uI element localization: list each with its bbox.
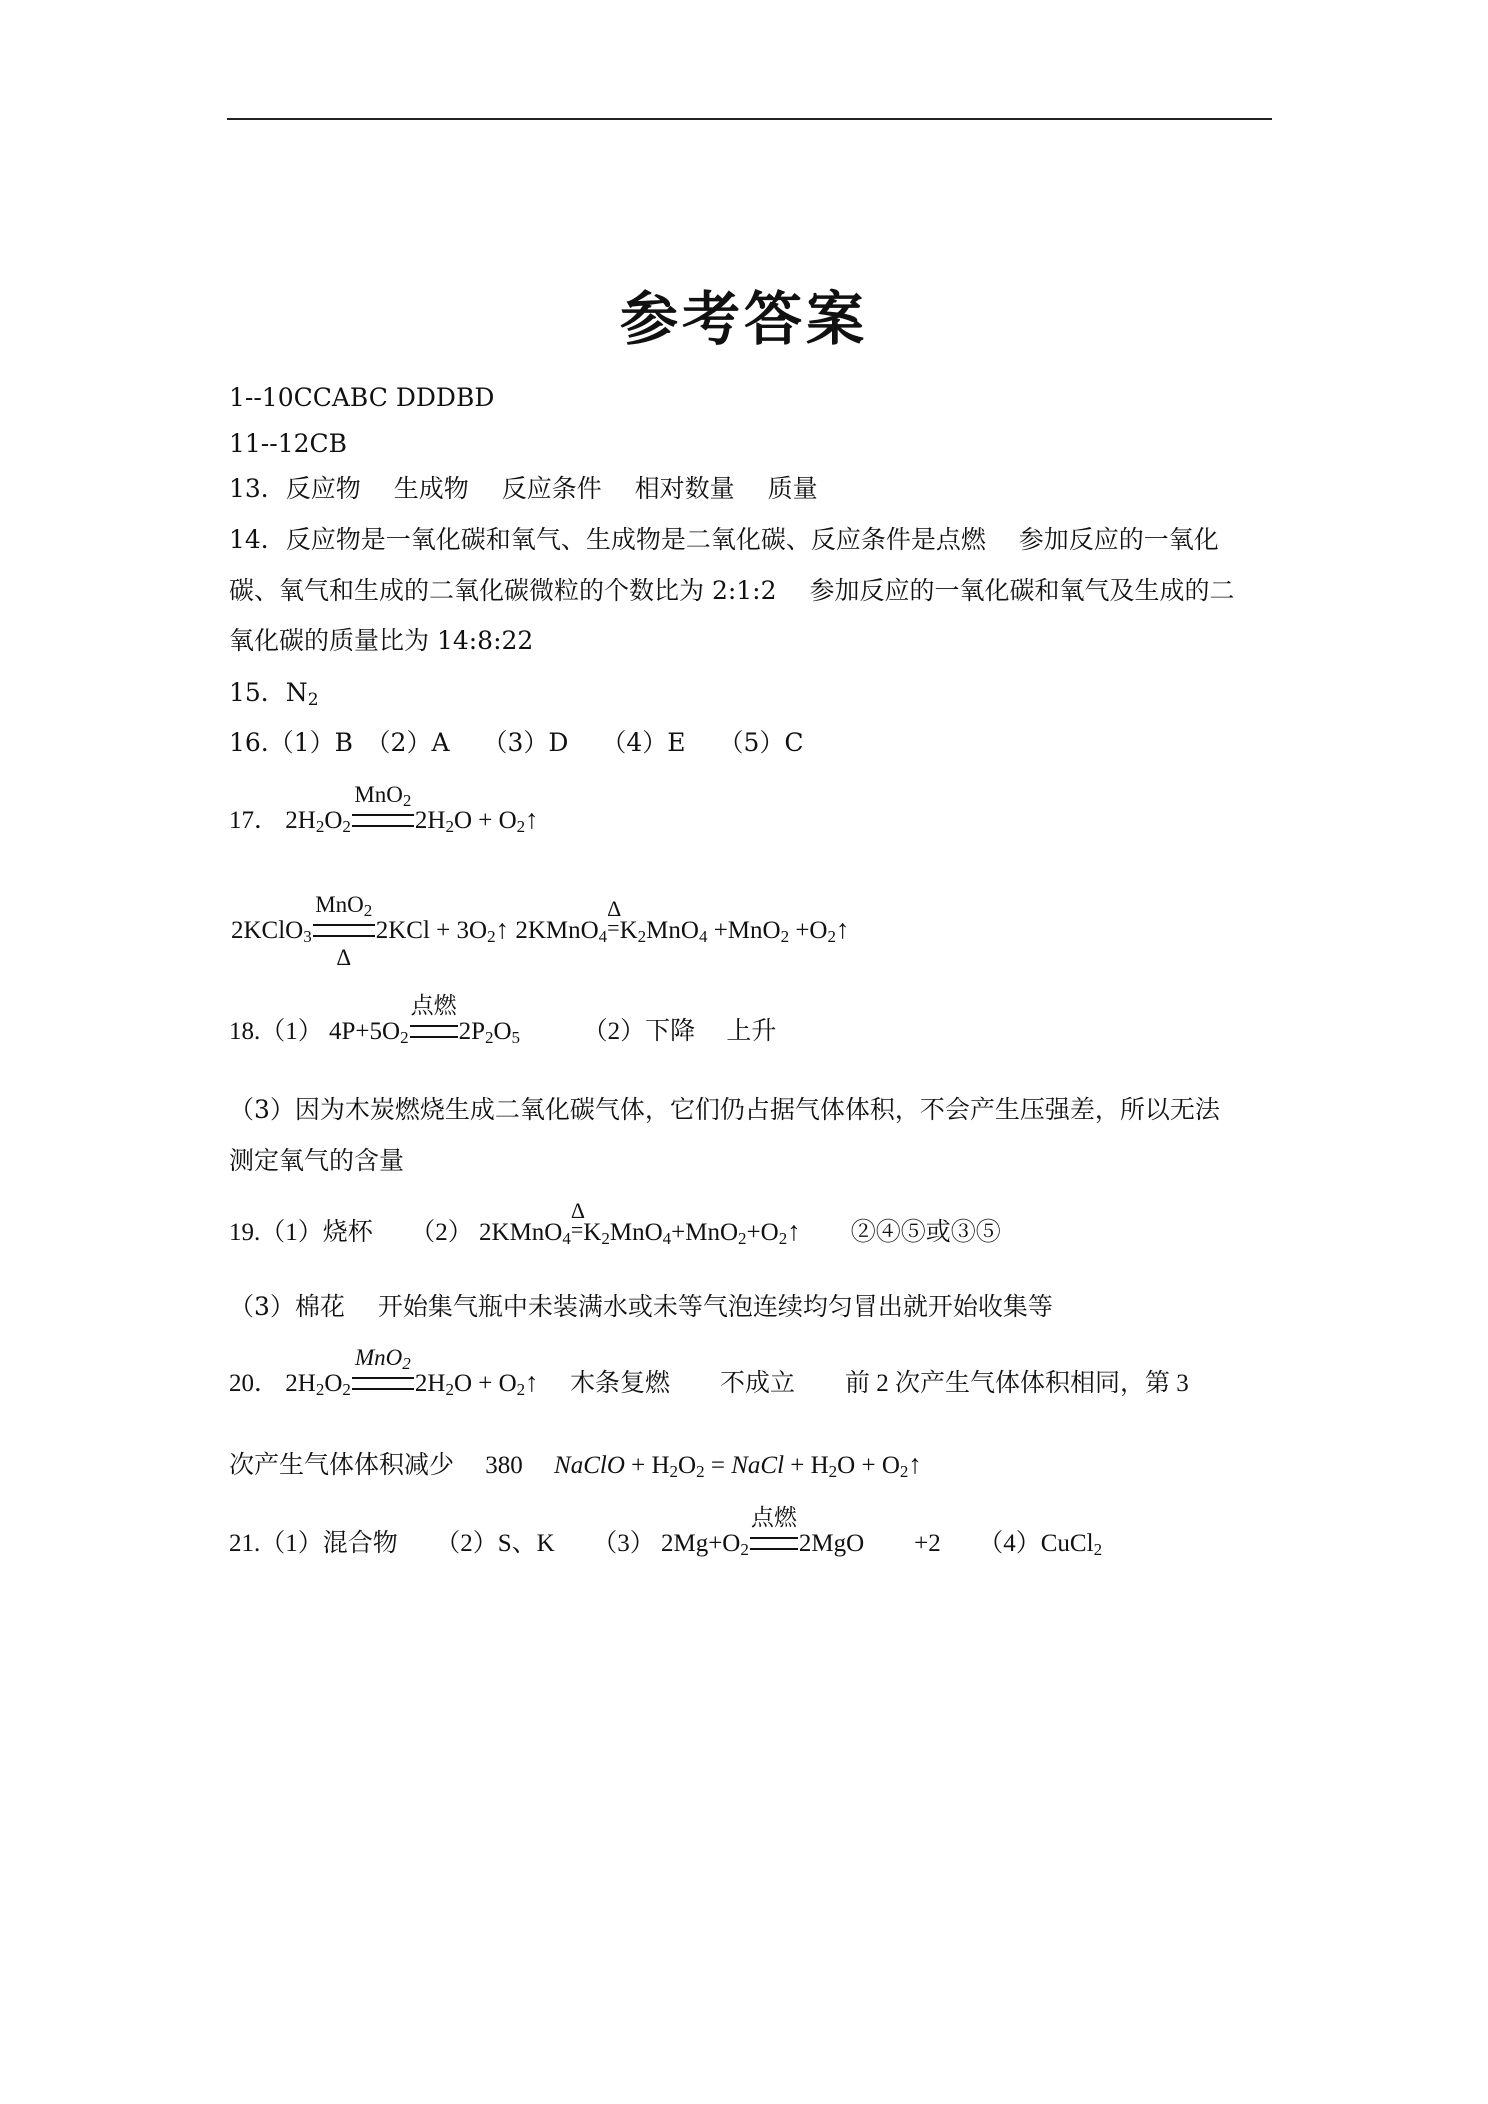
gas-arrow-icon: ↑ xyxy=(787,1216,801,1246)
gas-arrow-icon: ↑ xyxy=(495,914,510,944)
answer-17-line-1: 17． $2H_2O_2$ MnO$_2$ $2H_2O$ + $O_2↑$ xyxy=(229,782,539,836)
reaction-condition: MnO$_2$ xyxy=(352,805,414,837)
reaction-condition: MnO$_2$ Δ xyxy=(313,915,375,947)
answer-11-12: 11--12CB xyxy=(229,429,348,458)
heat-condition: Δ = xyxy=(607,896,622,940)
header-rule xyxy=(227,118,1272,120)
answer-17-line-2: 2KClO$_3$ MnO$_2$ Δ $2KCl + 3O_2↑$ 2KMnO$_4$ Δ $=K_2MnO_4 +MnO_2$ $+O_2↑$ xyxy=(231,892,850,970)
answer-18-line-1: 18.（1） $4P+5O_2$ 点燃 $2P_2O_5$ （2）下降 上升 xyxy=(229,993,777,1047)
reaction-condition: 点燃 xyxy=(750,1528,798,1560)
gas-arrow-icon: ↑ xyxy=(525,1367,539,1397)
gas-arrow-icon: ↑ xyxy=(835,914,850,944)
answer-13: 13．反应物 生成物 反应条件 相对数量 质量 xyxy=(229,474,818,503)
answer-15: 15．$N_2$ xyxy=(229,678,319,710)
reaction-condition: MnO$_2$ xyxy=(352,1368,414,1400)
answer-19-3: （3）棉花 开始集气瓶中未装满水或未等气泡连续均匀冒出就开始收集等 xyxy=(229,1292,1053,1321)
heat-condition: Δ = xyxy=(570,1198,586,1242)
answer-18-3-line-1: （3）因为木炭燃烧生成二氧化碳气体，它们仍占据气体体积，不会产生压强差，所以无法 xyxy=(229,1095,1220,1124)
answer-20-line-1: 20． $2H_2O_2$ MnO$_2$ $2H_2O$ + $O_2↑$ 木条复燃 不成立 前 2 次产生气体体积相同，第 3 xyxy=(229,1345,1189,1399)
answer-18-3-line-2: 测定氧气的含量 xyxy=(229,1146,405,1175)
answer-20-line-2: 次产生气体体积减少 380 NaClO + $H_2O_2$ = NaCl + $H_2O$ + $O_2↑$ xyxy=(229,1449,922,1481)
answer-14-line-3: 氧化碳的质量比为 14:8:22 xyxy=(229,626,534,655)
page-title: 参考答案 xyxy=(619,285,868,353)
answer-14-line-2: 碳、氧气和生成的二氧化碳微粒的个数比为 2:1:2 参加反应的一氧化碳和氧气及生成的二 xyxy=(229,576,1235,605)
answer-21: 21.（1）混合物 （2）S、K （3） $2Mg+O_2$ 点燃 2MgO +2 （4）CuCl$_2$ xyxy=(229,1505,1103,1559)
gas-arrow-icon: ↑ xyxy=(525,804,539,834)
gas-arrow-icon: ↑ xyxy=(908,1449,922,1479)
reaction-condition: 点燃 xyxy=(410,1016,458,1048)
answer-19-line-1: 19.（1）烧杯 （2） 2KMnO$_4$ Δ $=K_2MnO_4+MnO_2+O_2↑$ ②④⑤或③⑤ xyxy=(229,1198,1001,1248)
answer-14-line-1: 14．反应物是一氧化碳和氧气、生成物是二氧化碳、反应条件是点燃 参加反应的一氧化 xyxy=(229,525,1219,554)
answer-16: 16.（1）B （2）A （3）D （4）E （5）C xyxy=(229,728,804,757)
answer-1-10: 1--10CCABC DDDBD xyxy=(229,383,495,412)
